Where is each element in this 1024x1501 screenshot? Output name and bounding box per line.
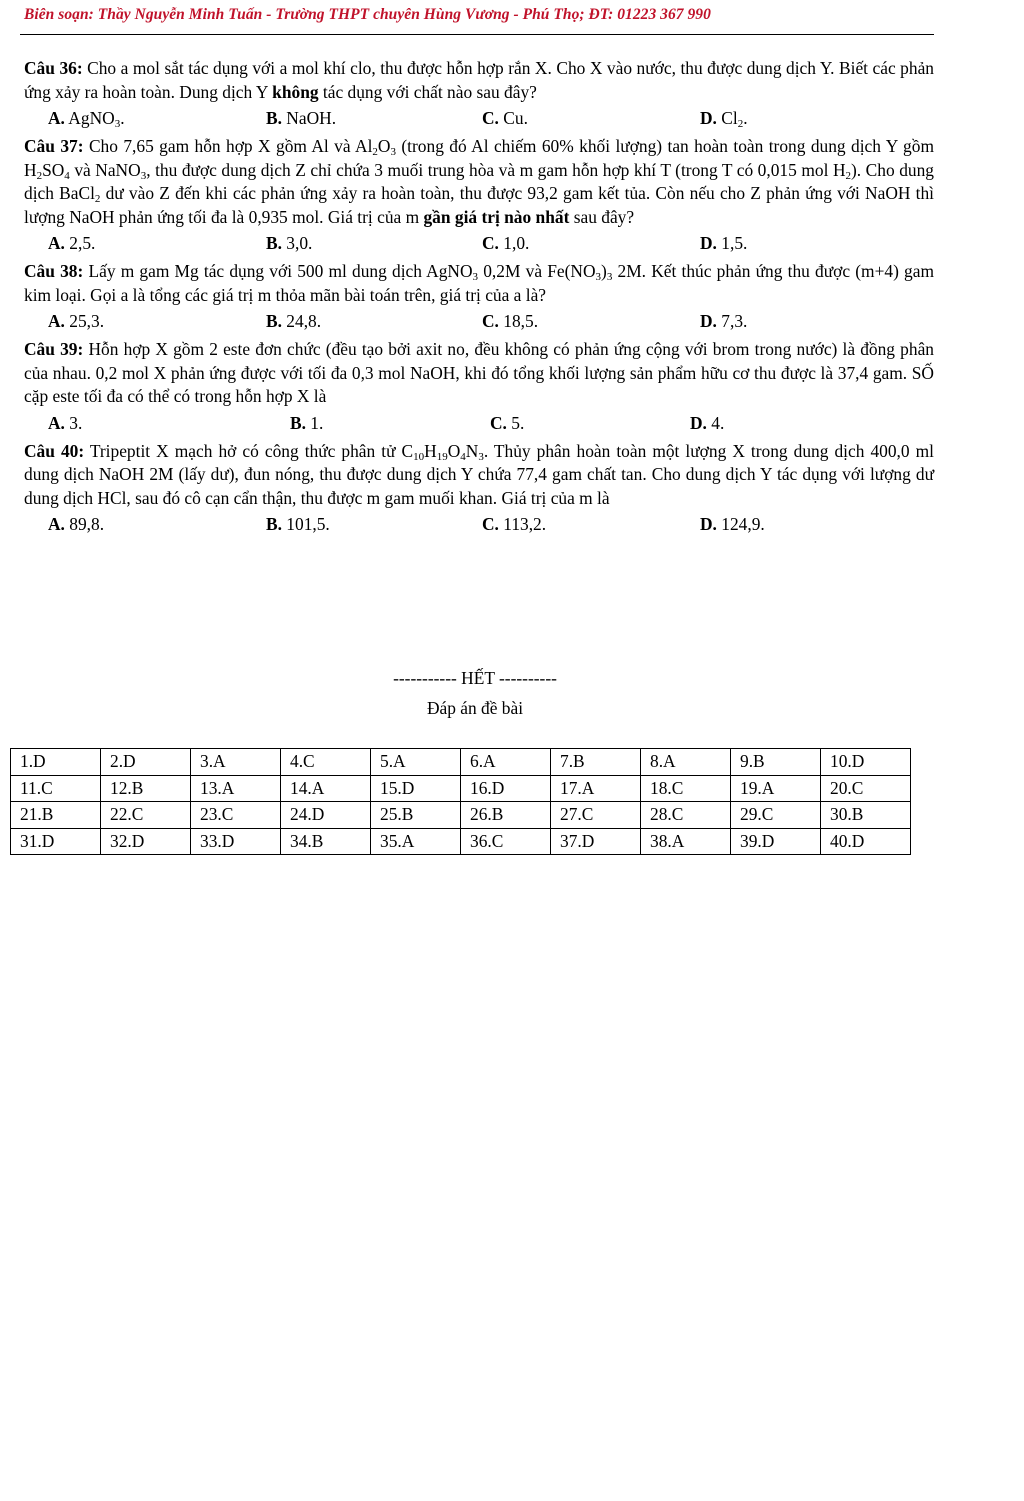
question-38-options — [24, 307, 934, 336]
answer-cell: 9.B — [731, 749, 821, 776]
answer-cell: 28.C — [641, 802, 731, 829]
question-36-options — [24, 104, 934, 133]
question-37 — [24, 135, 934, 258]
answer-cell: 6.A — [461, 749, 551, 776]
option-c: C. Cu. — [482, 108, 528, 128]
question-36-text: Câu 36: Cho a mol sắt tác dụng với a mol khí clo, thu được hỗn hợp rắn X. Cho X vào nước, thu được dung dịch Y. Biết các phản ứng xảy ra hoàn toàn. Dung dịch Y không tác dụng với chất nào sau đây? — [24, 58, 934, 102]
answer-cell: 25.B — [371, 802, 461, 829]
option-c: C. 113,2. — [482, 514, 547, 534]
question-label: Câu 40: — [24, 440, 85, 461]
option-a: A. 89,8. — [48, 514, 105, 534]
question-39 — [24, 338, 934, 438]
question-40-text: Câu 40: Tripeptit X mạch hở có công thức phân tử $C_{10}H_{19}O_4N_3$. Thủy phân hoàn toàn một lượng X trong dung dịch 400,0 ml dung dịch NaOH 2M (lấy dư), đun nóng, thu được dung dịch Y chứa 77,4 gam chất tan. Cho dung dịch Y tác dụng với lượng dư dung dịch HCl, sau đó cô cạn cẩn thận, thu được m gam muối khan. Giá trị của m là — [24, 440, 934, 508]
option-b: B. NaOH. — [266, 108, 337, 128]
emphasis: gần giá trị nào nhất — [423, 206, 570, 227]
question-label: Câu 39: — [24, 339, 84, 359]
answer-cell: 7.B — [551, 749, 641, 776]
question-40-options — [24, 510, 934, 539]
question-label: Câu 36: — [24, 58, 83, 78]
answer-cell: 14.A — [281, 775, 371, 802]
answer-cell: 16.D — [461, 775, 551, 802]
answer-key-table — [10, 748, 911, 855]
question-38-text: Câu 38: Lấy m gam Mg tác dụng với 500 ml dung dịch AgNO$_3$ 0,2M và $Fe(NO_3)_3$ 2M. Kết thúc phản ứng thu được (m+4) gam kim loại. Gọi a là tổng các giá trị m thỏa mãn bài toán trên, giá trị của a là? — [24, 261, 934, 305]
answer-cell: 37.D — [551, 828, 641, 855]
answer-cell: 29.C — [731, 802, 821, 829]
question-39-text: Câu 39: Hỗn hợp X gồm 2 este đơn chức (đều tạo bởi axit no, đều không có phản ứng cộng với brom trong nước) là đồng phân của nhau. 0,2 mol X phản ứng được với tối đa 0,3 mol NaOH, khi đó tổng khối lượng sản phẩm hữu cơ thu được là 37,4 gam. SỐ cặp este tối đa có thể có trong hỗn hợp X là — [24, 339, 934, 406]
answer-cell: 39.D — [731, 828, 821, 855]
answer-cell: 38.A — [641, 828, 731, 855]
option-d: D. $Cl_2$. — [700, 108, 748, 130]
question-38 — [24, 260, 934, 336]
emphasis: không — [272, 81, 319, 102]
question-label: Câu 37: — [24, 136, 84, 156]
option-b: B. 24,8. — [266, 311, 322, 331]
answer-cell: 2.D — [101, 749, 191, 776]
option-d: D. 124,9. — [700, 514, 765, 534]
questions-section — [24, 57, 934, 539]
option-a: A. AgNO$_3$. — [48, 108, 125, 130]
answer-cell: 30.B — [821, 802, 911, 829]
answer-cell: 12.B — [101, 775, 191, 802]
answer-cell: 26.B — [461, 802, 551, 829]
answer-cell: 11.C — [11, 775, 101, 802]
option-b: B. 101,5. — [266, 514, 330, 534]
answer-cell: 1.D — [11, 749, 101, 776]
answer-row — [11, 749, 911, 776]
option-a: A. 25,3. — [48, 311, 105, 331]
answer-cell: 13.A — [191, 775, 281, 802]
answer-cell: 17.A — [551, 775, 641, 802]
answer-cell: 36.C — [461, 828, 551, 855]
option-a: A. 2,5. — [48, 233, 96, 253]
option-b: B. 1. — [290, 412, 324, 433]
question-37-options — [24, 229, 934, 258]
answer-cell: 20.C — [821, 775, 911, 802]
answer-row — [11, 828, 911, 855]
option-c: C. 18,5. — [482, 311, 539, 331]
question-label: Câu 38: — [24, 261, 84, 281]
answer-cell: 32.D — [101, 828, 191, 855]
option-a: A. 3. — [48, 412, 83, 433]
answer-cell: 40.D — [821, 828, 911, 855]
answer-row — [11, 775, 911, 802]
answer-cell: 15.D — [371, 775, 461, 802]
option-b: B. 3,0. — [266, 233, 313, 253]
answer-cell: 27.C — [551, 802, 641, 829]
answer-cell: 33.D — [191, 828, 281, 855]
option-c: C. 1,0. — [482, 233, 530, 253]
answer-cell: 8.A — [641, 749, 731, 776]
answer-cell: 4.C — [281, 749, 371, 776]
end-of-exam-mark: ----------- HẾT ---------- — [393, 668, 557, 688]
question-37-text: Câu 37: Cho 7,65 gam hỗn hợp X gồm Al và $Al_2O_3$ (trong đó Al chiếm 60% khối lượng) tan hoàn toàn trong dung dịch Y gồm $H_2SO_4$ và NaNO$_3$, thu được dung dịch Z chỉ chứa 3 muối trung hòa và m gam hỗn hợp khí T (trong T có 0,015 mol $H_2$). Cho dung dịch BaCl$_2$ dư vào Z đến khi các phản ứng xảy ra hoàn toàn, thu được 93,2 gam kết tủa. Còn nếu cho Z phản ứng với NaOH thì lượng NaOH phản ứng tối đa là 0,935 mol. Giá trị của m gần giá trị nào nhất sau đây? — [24, 136, 934, 227]
question-40 — [24, 440, 934, 540]
option-d: D. 4. — [690, 412, 725, 433]
question-36 — [24, 57, 934, 133]
answer-cell: 22.C — [101, 802, 191, 829]
answer-cell: 3.A — [191, 749, 281, 776]
answer-cell: 10.D — [821, 749, 911, 776]
answer-row — [11, 802, 911, 829]
page-header: Biên soạn: Thầy Nguyễn Minh Tuấn - Trường THPT chuyên Hùng Vương - Phú Thọ; ĐT: 01223 367 990 — [24, 6, 711, 23]
answer-cell: 21.B — [11, 802, 101, 829]
answer-cell: 19.A — [731, 775, 821, 802]
answer-cell: 24.D — [281, 802, 371, 829]
option-c: C. 5. — [490, 412, 525, 433]
header-divider — [20, 34, 934, 35]
answer-cell: 34.B — [281, 828, 371, 855]
answer-cell: 31.D — [11, 828, 101, 855]
answer-cell: 23.C — [191, 802, 281, 829]
option-d: D. 7,3. — [700, 311, 748, 331]
option-d: D. 1,5. — [700, 233, 748, 253]
question-39-options — [24, 409, 934, 438]
answer-cell: 18.C — [641, 775, 731, 802]
answer-cell: 5.A — [371, 749, 461, 776]
answer-cell: 35.A — [371, 828, 461, 855]
answer-key-title: Đáp án đề bài — [426, 698, 524, 718]
